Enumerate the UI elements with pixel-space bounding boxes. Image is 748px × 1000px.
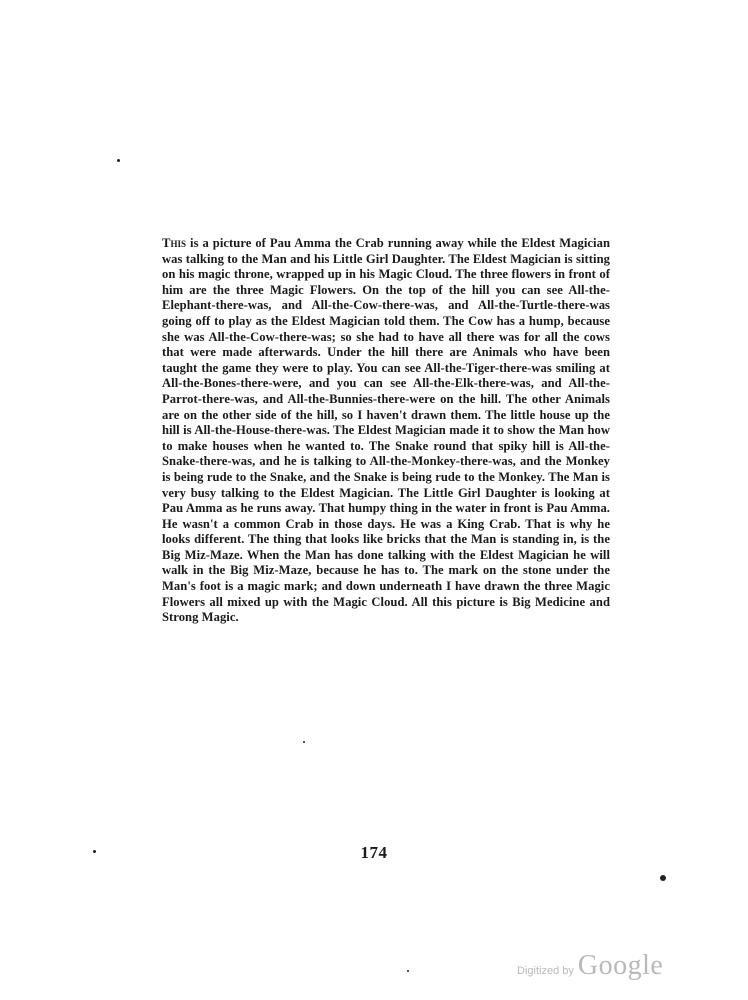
watermark-prefix: Digitized by [517, 965, 574, 977]
google-logo: Google [577, 950, 664, 981]
caption-lead-word: This [162, 236, 187, 250]
caption-text: is a picture of Pau Amma the Crab running away while the Eldest Magician was talking to the Man and his Little Girl Daughter. The Eldest Magician is sitting on his magic throne, wrapped up in his Magic Cloud. The three flowers in front of him are the three Magic Flowers. On the top of the hill you can see All-the-Elephant-there-was, and All-the-Cow-there-was, and All-the-Turtle-there-was going off to play as the Eldest Magician told them. The Cow has a hump, because she was All-the-Cow-there-was; so she had to have all there was for all the cows that were made afterwards. Under the hill there are Animals who have been taught the game they were to play. You can see All-the-Tiger-there-was smiling at All-the-Bones-there-were, and you can see All-the-Elk-there-was, and All-the-Parrot-there-was, and All-the-Bunnies-there-were on the hill. The other Animals are on the other side of the hill, so I haven't drawn them. The little house up the hill is All-the-House-there-was. The Eldest Magician made it to show the Man how to make houses when he wanted to. The Snake round that spiky hill is All-the-Snake-there-was, and he is talking to All-the-Monkey-there-was, and the Monkey is being rude to the Snake, and the Snake is being rude to the Monkey. The Man is very busy talking to the Eldest Magician. The Little Girl Daughter is looking at Pau Amma as he runs away. That humpy thing in the water in front is Pau Amma. He wasn't a common Crab in those days. He was a King Crab. That is why he looks different. The thing that looks like bricks that the Man is standing in, is the Big Miz-Maze. When the Man has done talking with the Eldest Magician he will walk in the Big Miz-Maze, because he has to. The mark on the stone under the Man's foot is a magic mark; and down underneath I have drawn the three Magic Flowers all mixed up with the Magic Cloud. All this picture is Big Medicine and Strong Magic. [162, 236, 610, 625]
page-number: 174 [360, 843, 388, 862]
scan-speck [117, 159, 120, 162]
illustration-caption [162, 236, 610, 626]
scan-speck [660, 875, 666, 881]
digitized-by-google-watermark [517, 950, 663, 982]
scan-speck [407, 970, 409, 972]
scan-speck [303, 741, 305, 743]
